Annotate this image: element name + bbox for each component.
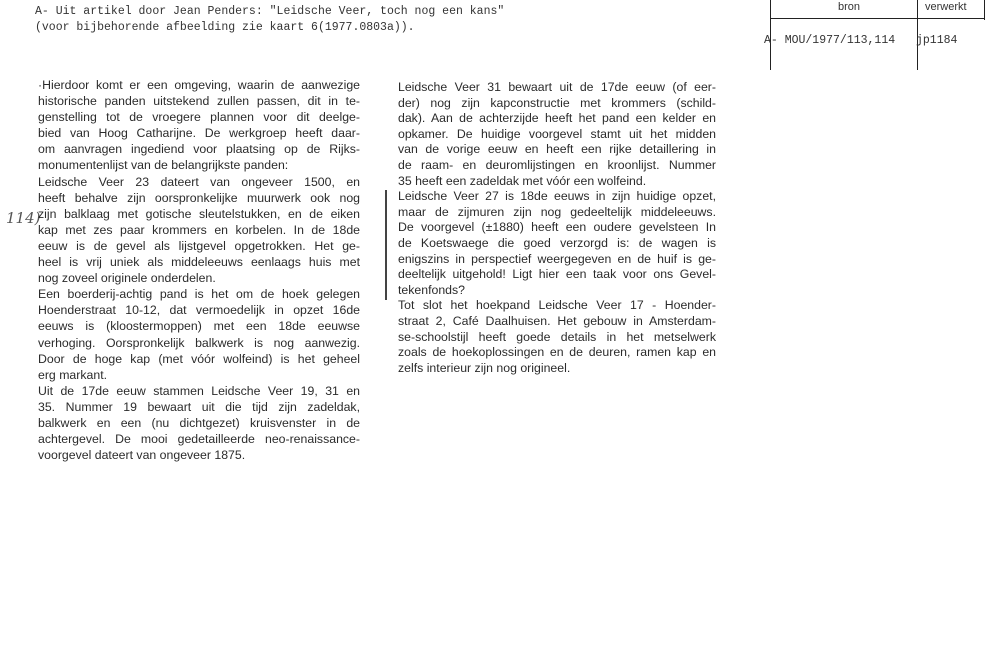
text-line: historische panden uitstekend zullen passen, dit in te- [38,94,360,109]
text-line: om aanvragen ingediend voor plaatsing op de Rijks- [38,142,360,157]
text-line: der) nog zijn kapconstructie met krommers (schild- [398,95,716,110]
text-line: de raam- en deuromlijstingen en kroonlijst. Nummer [398,157,716,172]
text-line: eeuws is (kloostermoppen) met een 18de eeuwse [38,319,360,334]
margin-bar [385,190,387,300]
document-header [35,4,504,36]
text-line: nog zoveel originele onderdelen. [38,271,216,286]
text-line: dak). Aan de achterzijde heeft het pand een kelder en [398,111,716,126]
text-line: zijn balklaag met gotische sleutelstukken, en de eiken [38,206,360,221]
text-line: verhoging. Oorspronkelijk balkwerk is nog aanwezig. [38,335,360,350]
header-line-1: A- Uit artikel door Jean Penders: "Leidsche Veer, toch nog een kans" [35,5,505,18]
text-line: Leidsche Veer 23 dateert van ongeveer 1500, en [38,174,360,189]
text-line: maar de zijmuren zijn nog gedeeltelijk middeleeuws. [398,204,716,219]
text-line: 35. Nummer 19 bewaart uit die tijd zijn zadeldak, [38,399,360,414]
text-line: heel is vrij uniek als middeleeuws eenlaags huis met [38,255,360,270]
text-line: eeuw is de gevel als lijstgevel opgetrokken. Het ge- [38,238,360,253]
text-line: tekenfonds? [398,282,466,297]
text-line: zoals de hoekoplossingen en de deuren, ramen kap en [398,345,716,360]
margin-note: 114) [6,209,41,227]
text-line: bied van Hoog Catharijne. De werkgroep heeft daar- [38,126,360,141]
text-line: monumentenlijst van de belangrijkste panden: [38,158,289,173]
text-line: de Koetswaege die goed verzorgd is: de wagen is [398,235,716,250]
text-line: van de vorige eeuw en heeft een rijke detaillering in [398,142,716,157]
text-line: Leidsche Veer 31 bewaart uit de 17de eeuw (of eer- [398,80,716,94]
text-line: 35 heeft een zadeldak met vóór een wolfeind. [398,173,647,188]
text-line: voorgevel dateert van ongeveer 1875. [38,448,246,463]
text-line: achtergevel. De mooi gedetailleerde neo-renaissance- [38,432,360,447]
text-line: Door de hoge kap (met vóór wolfeind) is het geheel [38,351,360,366]
text-line: balkwerk en een (nu dichtgezet) kruisvenster in de [38,415,360,430]
text-line: straat 2, Café Daalhuisen. Het gebouw in Amsterdam- [398,313,716,328]
text-line: erg markant. [38,367,108,382]
header-bron: bron [838,1,861,13]
right-column [398,80,716,376]
text-line: enigszins in perspectief weergegeven en de huif is ge- [398,251,716,266]
text-line: opkamer. De huidige voorgevel stamt uit het midden [398,126,716,141]
text-line: Leidsche Veer 27 is 18de eeuws in zijn huidige opzet, [398,189,716,204]
source-table [764,0,985,70]
header-verwerkt: verwerkt [925,1,967,13]
text-line: Uit de 17de eeuw stammen Leidsche Veer 19, 31 en [38,383,360,398]
header-line-2: (voor bijbehorende afbeelding zie kaart 6(1977.0803a)). [35,21,415,34]
text-line: De voorgevel (±1880) heeft een oudere gevelsteen In [398,220,716,235]
text-line: Een boerderij-achtig pand is het om de hoek gelegen [38,287,360,302]
text-line: zelfs interieur zijn nog origineel. [398,360,571,375]
left-column [38,77,360,463]
cell-bron: A- MOU/1977/113,114 [764,34,896,47]
text-line: ·Hierdoor komt er een omgeving, waarin de aanwezige [38,78,360,92]
text-line: se-schoolstijl heeft goede details in het metselwerk [398,329,716,344]
text-line: heeft behalve zijn oorspronkelijke muurwerk ook nog [38,190,360,205]
text-line: genstelling tot de vroegere plannen voor dit deelge- [38,110,360,125]
text-line: kap met zes paar krommers en korbelen. In de 18de [38,222,360,237]
table-border [984,0,985,20]
table-border [770,18,985,19]
text-line: Hoenderstraat 10-12, dat vermoedelijk in opzet 16de [38,303,360,318]
cell-verwerkt: jp1184 [916,34,958,47]
text-line: deeltelijk uitgehold! Ligt hier een taak voor ons Gevel- [398,267,716,282]
text-line: Tot slot het hoekpand Leidsche Veer 17 - Hoender- [398,298,716,313]
